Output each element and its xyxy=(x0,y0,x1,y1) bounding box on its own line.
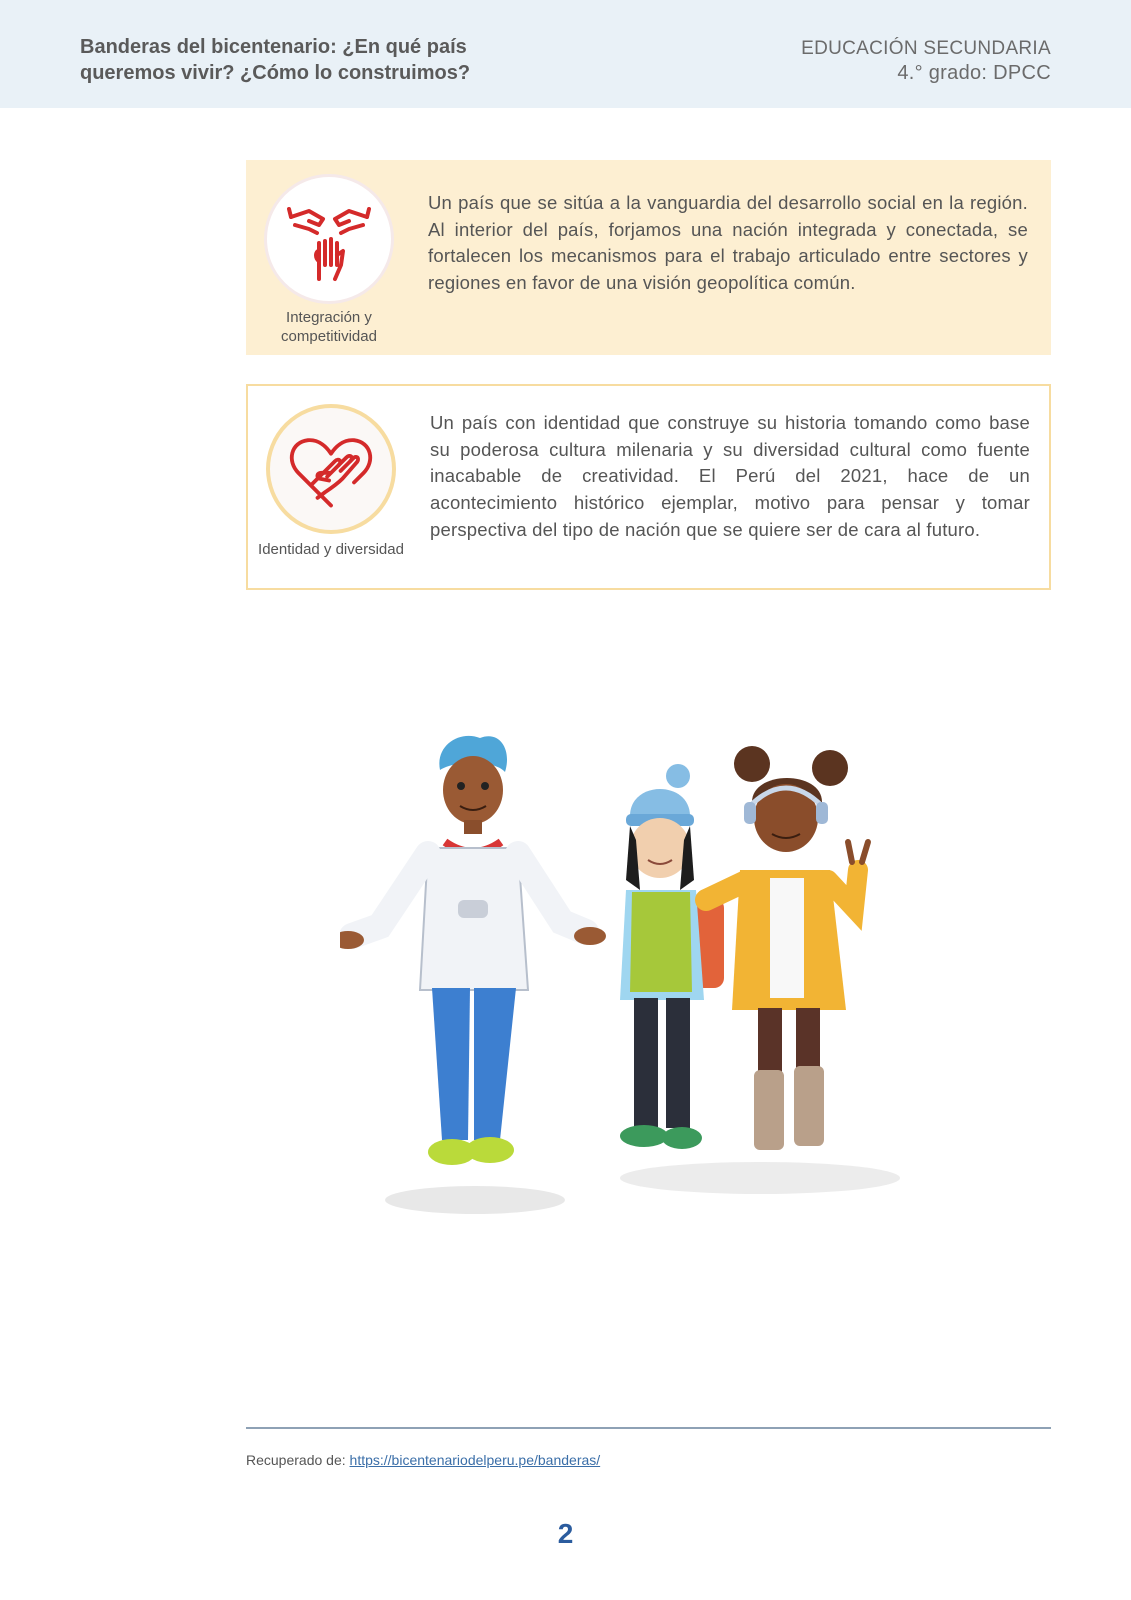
source-prefix: Recuperado de: xyxy=(246,1452,346,1468)
source-link[interactable]: https://bicentenariodelperu.pe/banderas/ xyxy=(349,1452,601,1468)
hands-together-icon xyxy=(279,189,379,289)
card-description: Un país con identidad que construye su historia tomando como base su poderosa cultura milenaria y su diversidad cultural como fuente inacabable de creatividad. El Perú del 2021, hace de un acontecimiento histórico ejemplar, motivo para pensar y tomar perspectiva del tipo de nación que se quiere ser de cara al futuro. xyxy=(430,412,1030,540)
page-header xyxy=(0,0,1131,108)
students-illustration xyxy=(340,730,920,1220)
emblem-label: Identidad y diversidad xyxy=(258,541,404,558)
footer-divider xyxy=(246,1427,1051,1429)
grade-label: 4.° grado: DPCC xyxy=(897,62,1051,84)
card-description: Un país que se sitúa a la vanguardia del desarrollo social en la región. Al interior del país, forjamos una nación integrada y conectada, se fortalecen los mecanismos para el trabajo articulado entre sectores y regiones en favor de una visión geopolítica común. xyxy=(428,192,1028,294)
source-citation xyxy=(246,1452,600,1468)
girl-headphones-figure xyxy=(706,746,868,1150)
girl-beanie-figure xyxy=(620,764,724,1149)
boy-figure xyxy=(340,736,606,1165)
emblem-circle xyxy=(266,404,396,534)
education-level: EDUCACIÓN SECUNDARIA xyxy=(801,38,1051,59)
flag-card-integracion xyxy=(246,160,1051,355)
heart-hands-icon xyxy=(283,421,379,517)
emblem-label: Integración y competitividad xyxy=(281,309,377,345)
flag-card-identidad xyxy=(246,384,1051,590)
document-title: Banderas del bicentenario: ¿En qué país queremos vivir? ¿Cómo lo construimos? xyxy=(80,36,471,84)
page-number: 2 xyxy=(557,1518,574,1549)
emblem-circle xyxy=(264,174,394,304)
header-level-grade xyxy=(801,36,1051,86)
